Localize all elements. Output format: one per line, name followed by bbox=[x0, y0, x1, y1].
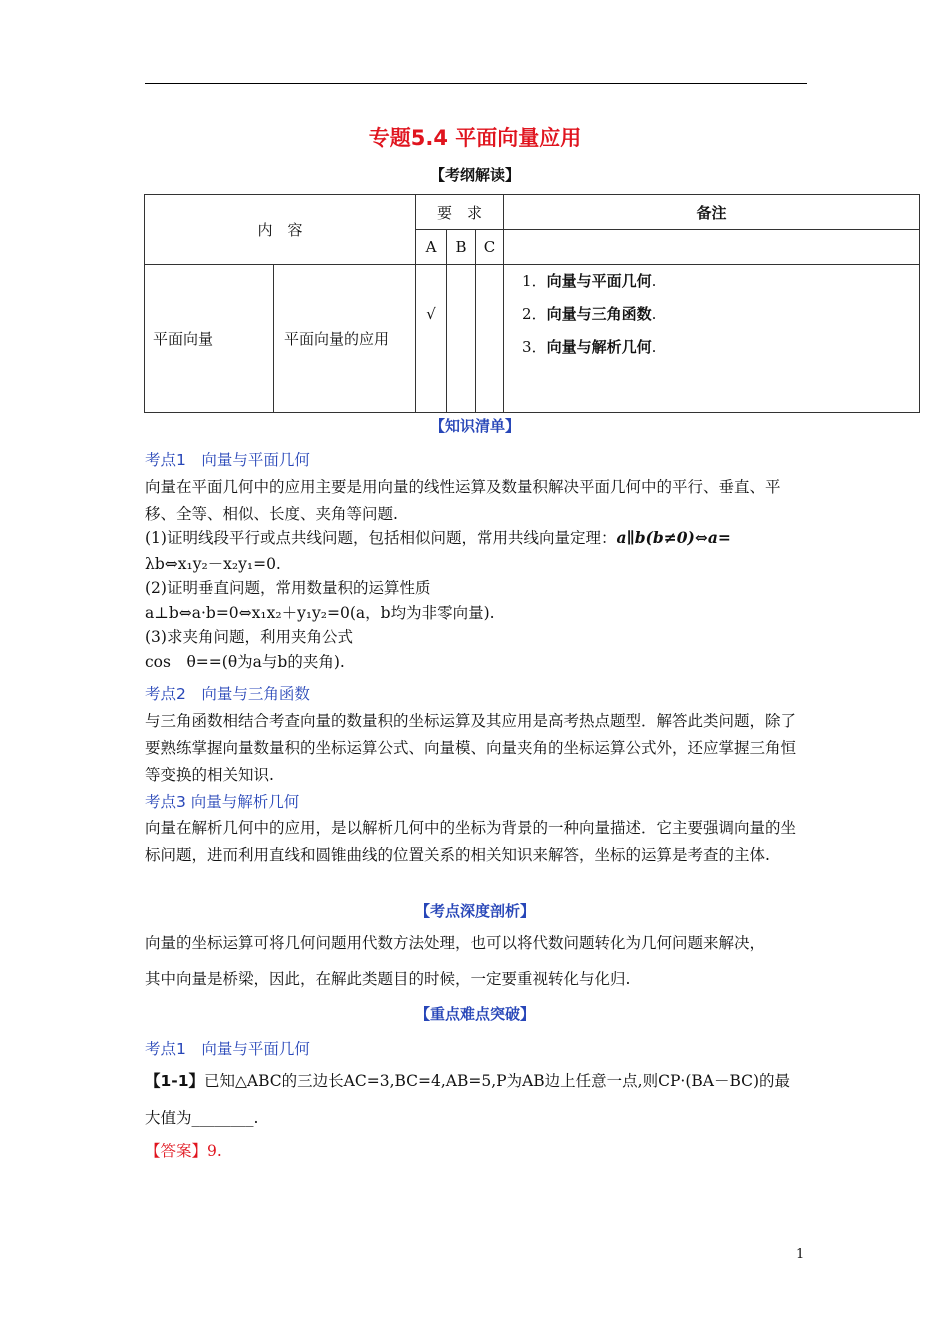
depth-text-1: 向量的坐标运算可将几何问题用代数方法处理，也可以将代数问题转化为几何问题来解决， bbox=[145, 934, 766, 952]
item-cell: 平面向量的应用 bbox=[274, 265, 416, 413]
section-syllabus: 【考纲解读】 bbox=[429, 166, 520, 184]
kd1-title: 考点1 向量与平面几何 bbox=[145, 451, 310, 469]
page-number: 1 bbox=[796, 1247, 805, 1262]
depth-text-2: 其中向量是桥梁，因此，在解此类题目的时候，一定要重视转化与化归. bbox=[145, 970, 631, 988]
kd1-point1: (1)证明线段平行或点共线问题，包括相似问题，常用共线向量定理：a∥b(b≠0)⇔a= bbox=[145, 528, 731, 547]
kd1-intro: 向量在平面几何中的应用主要是用向量的线性运算及数量积解决平面几何中的平行、垂直、平移、全等、相似、长度、夹角等问题. bbox=[145, 478, 781, 523]
section-knowledge: 【知识清单】 bbox=[429, 417, 520, 435]
note-3: 3．向量与解析几何. bbox=[522, 338, 657, 356]
kd1-point3: (3)求夹角问题，利用夹角公式 bbox=[145, 628, 353, 646]
requirement-header: 要 求 bbox=[416, 195, 504, 230]
check-cell-b bbox=[447, 265, 476, 413]
check-cell-c bbox=[476, 265, 504, 413]
section-depth: 【考点深度剖析】 bbox=[414, 902, 535, 920]
note-2: 2．向量与三角函数. bbox=[522, 305, 657, 323]
note-1: 1．向量与平面几何. bbox=[522, 272, 657, 290]
section-breakthrough: 【重点难点突破】 bbox=[414, 1005, 535, 1023]
kd2-title: 考点2 向量与三角函数 bbox=[145, 685, 310, 703]
kd2-text: 与三角函数相结合考查向量的数量积的坐标运算及其应用是高考热点题型．解答此类问题，除了要熟练掌握向量数量积的坐标运算公式、向量模、向量夹角的坐标运算公式外，还应掌握三角恒等变换的相关知识. bbox=[145, 712, 797, 784]
level-a: A bbox=[416, 230, 447, 265]
kd1-point1-cont: λb⇔x₁y₂－x₂y₁=0. bbox=[145, 555, 281, 573]
notes-cell bbox=[504, 265, 920, 413]
notes-header: 备注 bbox=[504, 195, 920, 230]
notes-subheader-empty bbox=[504, 230, 920, 265]
problem-1-1-cont: 大值为________. bbox=[145, 1109, 259, 1127]
answer: 【答案】9. bbox=[145, 1142, 222, 1160]
kd1-point2-formula: a⊥b⇔a·b=0⇔x₁x₂＋y₁y₂=0(a，b均为非零向量). bbox=[145, 604, 495, 622]
content-header: 内 容 bbox=[145, 195, 416, 265]
kd1b-title: 考点1 向量与平面几何 bbox=[145, 1040, 310, 1058]
kd3-text: 向量在解析几何中的应用，是以解析几何中的坐标为背景的一种向量描述．它主要强调向量的坐标问题，进而利用直线和圆锥曲线的位置关系的相关知识来解答，坐标的运算是考查的主体. bbox=[145, 819, 797, 864]
category-cell: 平面向量 bbox=[145, 265, 274, 413]
level-b: B bbox=[447, 230, 476, 265]
syllabus-table bbox=[144, 194, 920, 413]
check-cell-a: √ bbox=[416, 265, 447, 413]
problem-1-1: 【1-1】已知△ABC的三边长AC=3,BC=4,AB=5,P为AB边上任意一点,则CP·(BA－BC)的最 bbox=[145, 1072, 791, 1090]
page-title: 专题5.4 平面向量应用 bbox=[368, 126, 582, 150]
kd1-point3-formula: cos θ==(θ为a与b的夹角). bbox=[145, 653, 345, 671]
header-rule bbox=[145, 83, 807, 84]
level-c: C bbox=[476, 230, 504, 265]
kd1-point2: (2)证明垂直问题，常用数量积的运算性质 bbox=[145, 579, 431, 597]
kd3-title: 考点3 向量与解析几何 bbox=[145, 793, 300, 811]
